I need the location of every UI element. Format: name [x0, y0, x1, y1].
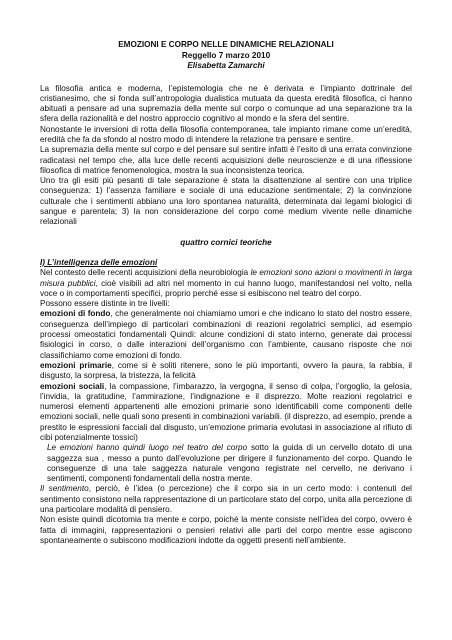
document-header [40, 40, 412, 72]
document-author: Elisabetta Zamarchi [187, 61, 265, 70]
emotions-sociali-term: emozioni sociali [40, 381, 105, 391]
emotions-primarie-term: emozioni primarie [40, 360, 112, 370]
p1-text-c: , cioè visibili ad altri nel momento in cui hanno luogo, manifestandosi nel volto, nella voce o in comportamenti specifici, proprio perché esse si esibiscono nel teatro del corpo. [40, 278, 412, 298]
section-1-paragraph-1 [40, 268, 412, 299]
document-title: EMOZIONI E CORPO NELLE DINAMICHE RELAZIONALI [118, 40, 334, 49]
intro-paragraph-4: Uno tra gli esiti più pesanti di tale separazione è stata la disattenzione al sentire con una triplice conseguenza: 1) l’assenza familiare e sociale di una educazione sentimentale; 2) la convinzione culturale che i sentimenti abbiano una loro spontanea naturalità, determinata dai legami biologici di sangue e parentela; 3) la non considerazione del corpo come medium vivente nelle dinamiche relazionali [40, 176, 412, 227]
intro-paragraph-3: La supremazia della mente sul corpo e del pensare sul sentire infatti è l’esito di una errata convinzione radicatasi nel tempo che, alla luce delle recenti acquisizioni delle neuroscienze e di una riflessione filosofica di matrice fenomenologica, mostra la sua inconsistenza teorica. [40, 145, 412, 175]
emotions-fondo-text: , che generalmente noi chiamiamo umori e che indicano lo stato del nostro essere, conseguenza dell’impiego di particolari combinazioni di reazioni regolatrici semplici, ad esempio processi omeostatici fondamentali Quindi: alcune condizioni di stato interno, generate dai processi fisiologici in corso, o dalle interazioni dell’organismo con l’ambiente, causano risposte che noi classifichiamo come emozioni di fondo. [40, 309, 412, 360]
section-1-paragraph-4 [40, 484, 412, 515]
section-1-paragraph-5: Non esiste quindi dicotomia tra mente e corpo, poiché la mente consiste nell’idea del corpo, ovvero è fatta di immagini, rappresentazioni o pensieri relativi alle parti del corpo mentre esse agiscono spontaneamente o subiscono modificazioni indotte da oggetti presenti nell’ambiente. [40, 515, 412, 545]
p4-italic-text: Il sentimento [40, 484, 89, 494]
emotions-sociali-item [40, 382, 412, 444]
document-date: Reggello 7 marzo 2010 [181, 50, 271, 60]
frames-heading: quattro cornici teoriche [180, 237, 272, 247]
emotions-fondo-item [40, 309, 412, 360]
emotions-sociali-text: , la compassione, l’imbarazzo, la vergogna, il senso di colpa, l’orgoglio, la gelosia, l’invidia, la gratitudine, l’ammirazione, l’indignazione e il disprezzo. Molte reazioni regolatrici e numerosi elementi appartenenti alle emozioni primarie sono identificabili come componenti delle emozioni sociali, nelle quali sono presenti in combinazioni variabili. (il disprezzo, ad esempio, prende a prestito le espressioni facciali dal disgusto, un’emozione primaria evolutasi in associazione al rifiuto di cibi potenzialmente tossici) [40, 381, 412, 442]
p4-text: , perciò, è l’idea (o percezione) che il corpo sia in un certo modo: i contenuti del sentimento consistono nella rappresentazione di un particolare stato del corpo, unita alla percezione di una particolare modalità di pensiero. [40, 484, 412, 515]
emotions-primarie-text: , come si è soliti ritenere, sono le più importanti, ovvero la paura, la rabbia, il disgusto, la sorpresa, la tristezza, la felicità [40, 360, 412, 381]
emotions-fondo-term: emozioni di fondo [40, 309, 111, 319]
p1-italic-text: le emozioni sono azioni o movimenti in larga misura pubblici [40, 268, 412, 288]
section-1-paragraph-2: Possono essere distinte in tre livelli: [40, 299, 170, 309]
p3-text: sotto la guida di un cervello dotato di una saggezza sua , messo a punto dall’evoluzione per dirigere il funzionamento del corpo. Quando le conseguenze di una tale saggezza naturale vengono registrate nel cervello, ne derivano i sentimenti, componenti fondamentali della nostra mente. [47, 443, 412, 484]
section-1-paragraph-3 [40, 443, 412, 484]
p1-text-a: Nel contesto delle recenti acquisizioni della neurobiologia [40, 268, 251, 278]
section-1-heading: I) L’intelligenza delle emozioni [40, 257, 158, 267]
intro-paragraph-1: La filosofia antica e moderna, l’epistemologia che ne è derivata e l’impianto dottrinale del cristianesimo, che si fonda sull’antropologia dualistica mutuata da questa eredità filosofica, ci hanno abituati a pensare ad una supremazia della mente sul corpo o comunque ad una separazione tra la sfera della razionalità e del nostro approccio cognitivo al mondo e la sfera del sentire. [40, 83, 412, 124]
emotions-primarie-item [40, 361, 412, 382]
p3-italic-text: Le emozioni hanno quindi luogo nel teatro del corpo [47, 443, 248, 453]
intro-paragraph-2: Nonostante le inversioni di rotta della filosofia contemporanea, tale impianto rimane come un’eredità, eredità che fa da sfondo al nostro modo di intendere la relazione tra pensare e sentire. [40, 124, 412, 144]
